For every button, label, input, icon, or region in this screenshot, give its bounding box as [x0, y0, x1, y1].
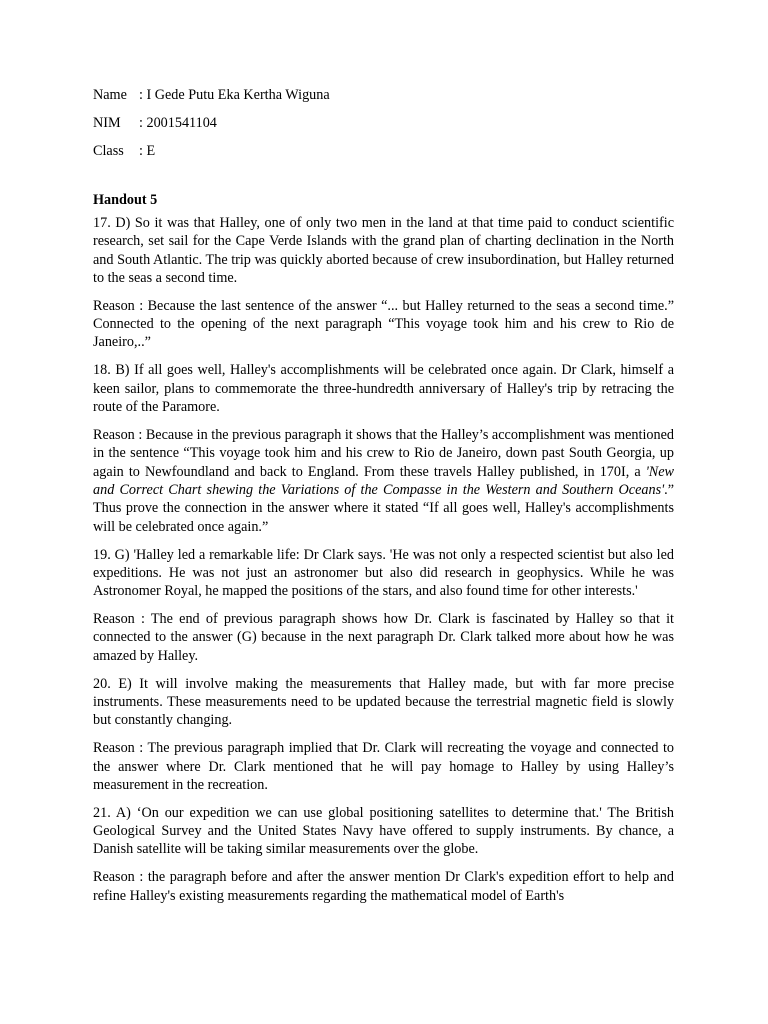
- nim-row: [93, 114, 674, 132]
- answer-21: 21. A) ‘On our expedition we can use global positioning satellites to determine that.' The British Geological Survey and the United States Navy have offered to supply instruments. By chance, a Danish satellite will be taking similar measurements over the globe.: [93, 804, 674, 858]
- handout-title: Handout 5: [93, 192, 158, 208]
- reason-17: Reason : Because the last sentence of the answer “... but Halley returned to the seas a second time.” Connected to the opening of the next paragraph “This voyage took him and his crew to Rio de Janeiro,..”: [93, 297, 674, 351]
- answer-20: 20. E) It will involve making the measurements that Halley made, but with far more precise instruments. These measurements need to be updated because the terrestrial magnetic field is slowly but constantly changing.: [93, 675, 674, 729]
- chart-title-italic: 'New and Correct Chart shewing the Variations of the Compasse in the Western and Southern Oceans': [93, 463, 674, 498]
- reason-18-text-a: Reason : Because in the previous paragraph it shows that the Halley’s accomplishment was mentioned in the sentence “This voyage took him and his crew to Rio de Janeiro, down past South Georgia, up again to Newfoundland and back to England. From these travels Halley published, in 170I, a: [93, 427, 674, 480]
- reason-18: [93, 426, 674, 536]
- nim-value: : 2001541104: [139, 115, 217, 131]
- name-row: [93, 86, 674, 104]
- name-value: : I Gede Putu Eka Kertha Wiguna: [139, 87, 330, 103]
- reason-21: Reason : the paragraph before and after the answer mention Dr Clark's expedition effort to help and refine Halley's existing measurements regarding the mathematical model of Earth's: [93, 869, 674, 904]
- class-value: : E: [139, 143, 156, 159]
- class-label: Class: [93, 143, 124, 159]
- nim-label: NIM: [93, 115, 121, 131]
- answer-19: 19. G) 'Halley led a remarkable life: Dr Clark says. 'He was not only a respected scientist but also led expeditions. He was not just an astronomer but also did research in geophysics. While he was Astronomer Royal, he mapped the positions of the stars, and also found time for other interests.': [93, 546, 674, 600]
- name-label: Name: [93, 87, 127, 103]
- reason-18-text-b: .” Thus prove the connection in the answer where it stated “If all goes well, Halley's accomplishments will be celebrated once again.”: [93, 481, 674, 535]
- reason-20: Reason : The previous paragraph implied that Dr. Clark will recreating the voyage and connected to the answer where Dr. Clark mentioned that he will pay homage to Halley by using Halley’s measurement in the recreation.: [93, 740, 674, 793]
- class-row: [93, 142, 674, 160]
- answer-18: 18. B) If all goes well, Halley's accomplishments will be celebrated once again. Dr Clark, himself a keen sailor, plans to commemorate the three-hundredth anniversary of Halley's trip by retracing the route of the Paramore.: [93, 362, 674, 416]
- reason-19: Reason : The end of previous paragraph shows how Dr. Clark is fascinated by Halley so that it connected to the answer (G) because in the next paragraph Dr. Clark talked more about how he was amazed by Halley.: [93, 611, 674, 664]
- answer-17: 17. D) So it was that Halley, one of only two men in the land at that time paid to conduct scientific research, set sail for the Cape Verde Islands with the grand plan of charting declination in the North and South Atlantic. The trip was quickly aborted because of crew insubordination, but Halley returned to the seas a second time.: [93, 215, 674, 286]
